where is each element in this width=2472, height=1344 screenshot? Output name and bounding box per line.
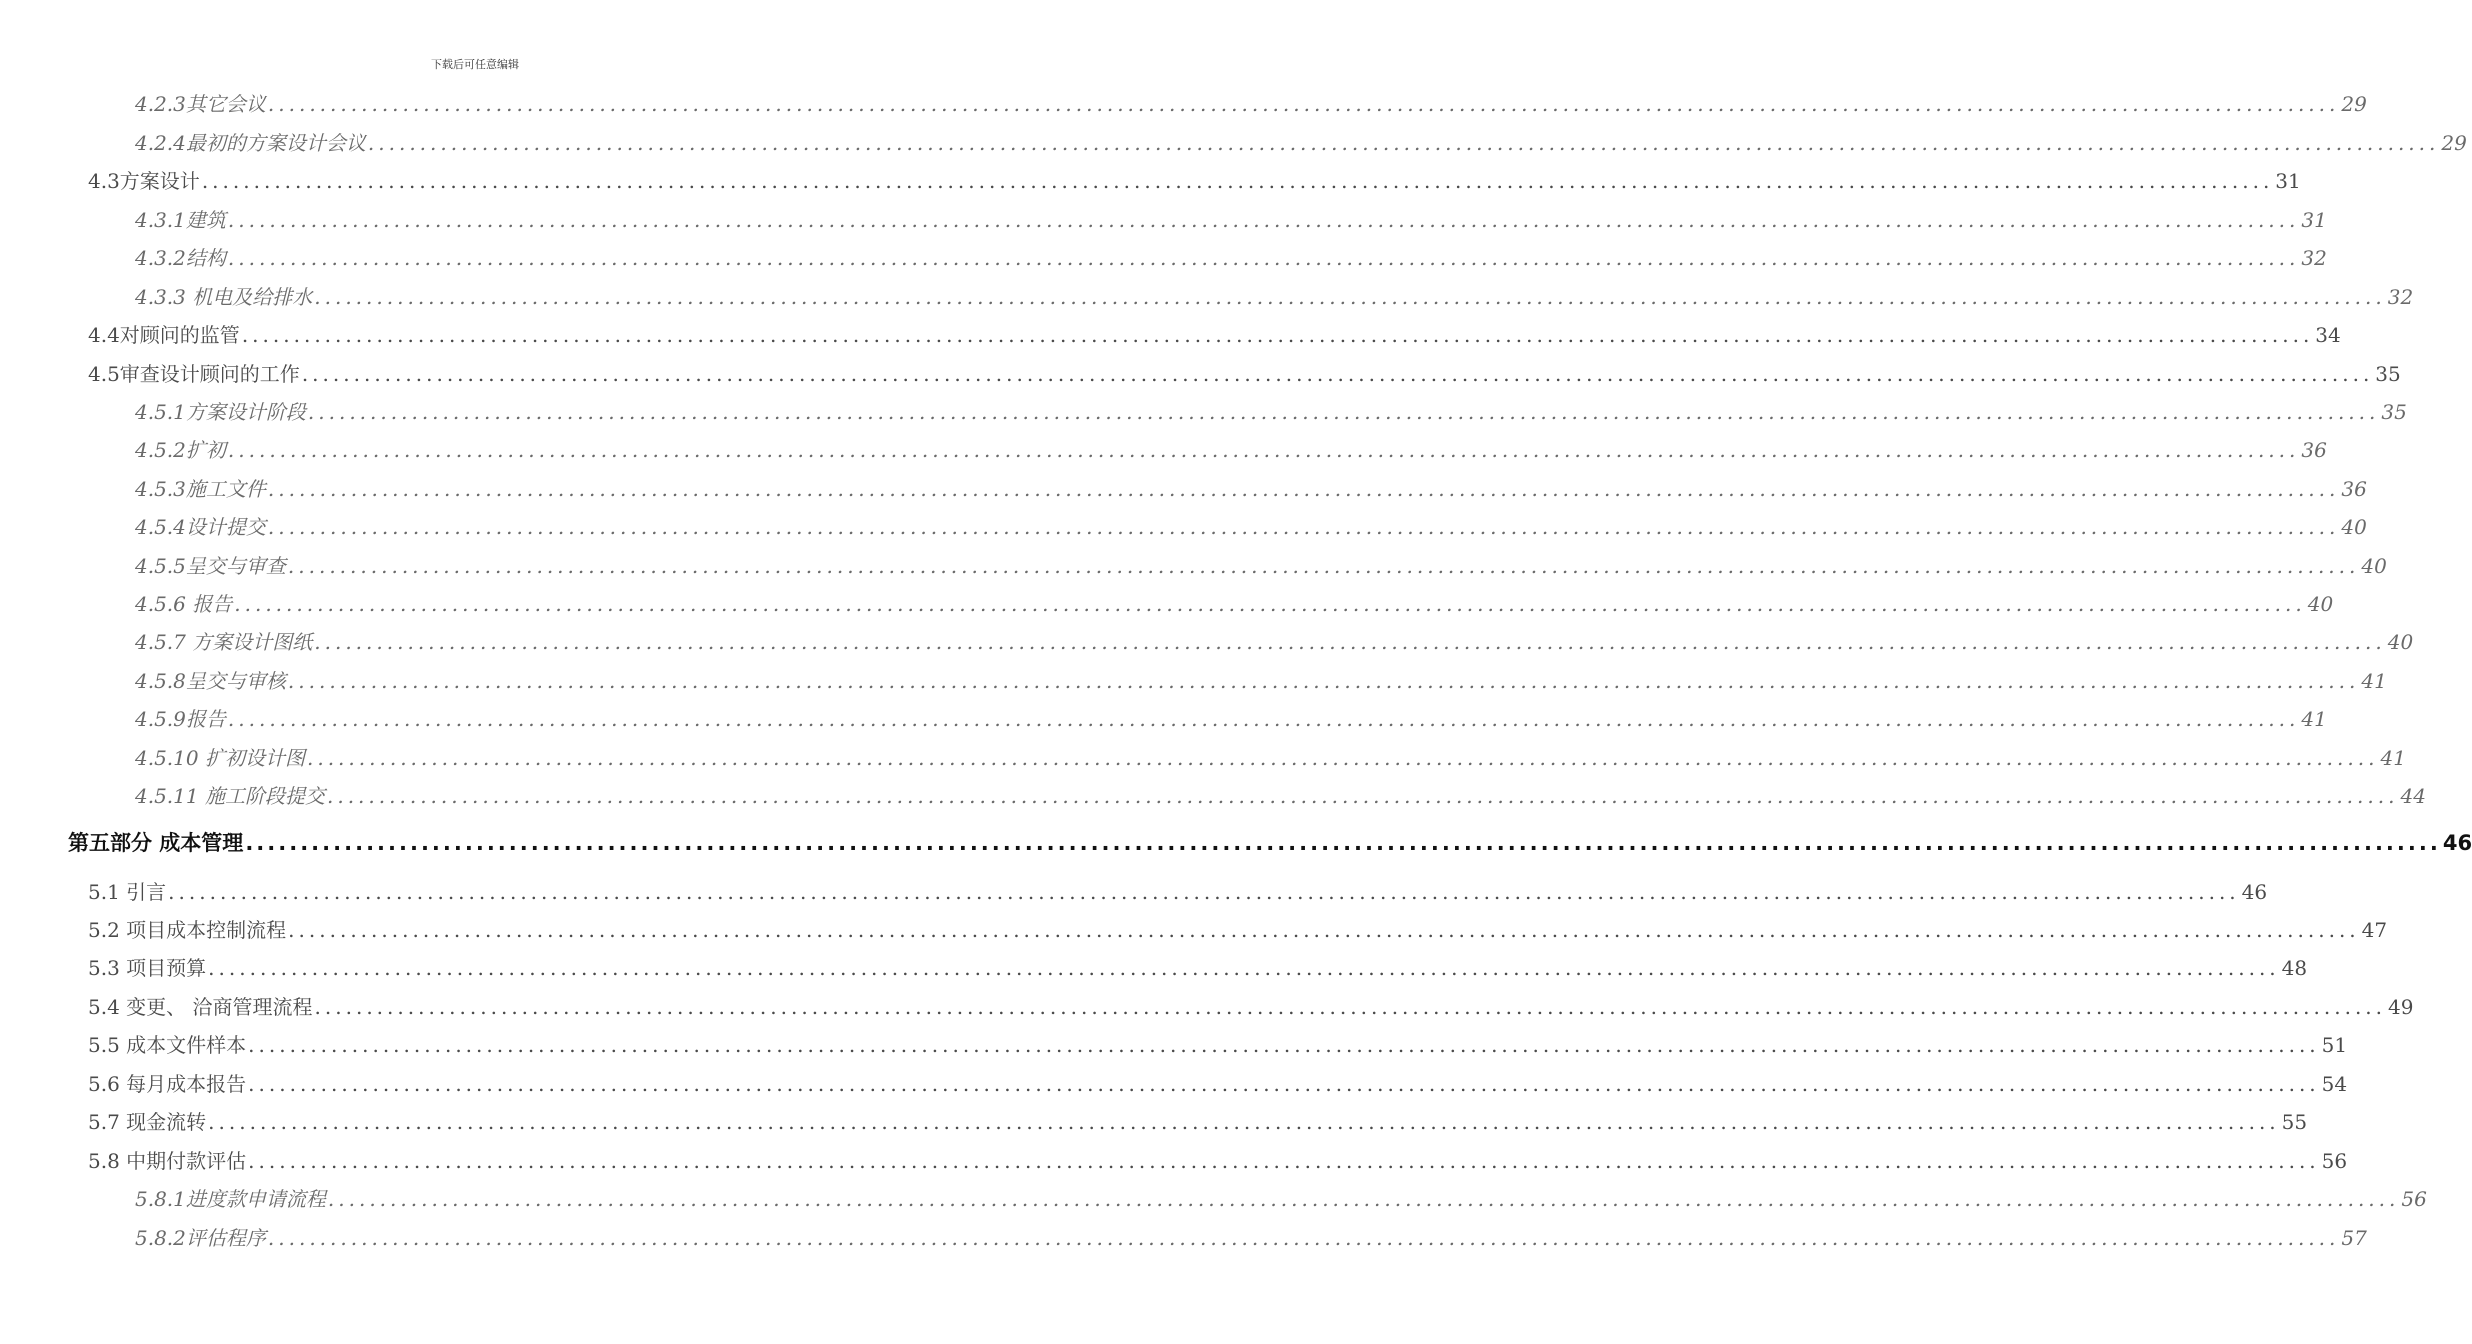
toc-entry-page-number: 47 [2361,918,2388,942]
toc-entry[interactable] [135,242,2327,271]
dot-leader: ........................................................................................................................................................................................................ [245,831,2441,855]
toc-entry-title: 第五部分 成本管理 [68,831,244,855]
toc-entry-title: 5.6 每月成本报告 [88,1072,247,1096]
toc-entry-title: 4.5.2扩初 [135,438,226,462]
dot-leader: ........................................................................................................................................................................................................ [287,554,2360,578]
toc-entry[interactable] [88,319,2341,348]
toc-entry-page-number: 29 [2341,92,2367,116]
dot-leader: ........................................................................................................................................................................................................ [314,995,2387,1019]
toc-entry-page-number: 44 [2400,784,2426,808]
toc-entry-title: 5.5 成本文件样本 [88,1033,247,1057]
toc-entry[interactable] [88,358,2401,387]
toc-entry[interactable] [88,165,2301,194]
dot-leader: ........................................................................................................................................................................................................ [267,477,2340,501]
toc-entry-page-number: 51 [2321,1033,2348,1057]
dot-leader: ........................................................................................................................................................................................................ [314,630,2386,654]
toc-entry-page-number: 41 [2380,746,2406,770]
toc-entry-title: 4.5.6 报告 [135,592,233,616]
toc-entry-title: 4.5.11 施工阶段提交 [135,784,325,808]
toc-entry[interactable] [135,550,2387,579]
toc-entry[interactable] [135,703,2327,732]
toc-entry[interactable] [88,1145,2348,1174]
toc-entry-title: 4.5.8呈交与审核 [135,669,286,693]
toc-entry[interactable] [135,396,2407,425]
toc-entry-title: 4.2.3其它会议 [135,92,266,116]
toc-entry-page-number: 31 [2275,169,2301,193]
toc-entry[interactable] [88,1068,2348,1097]
toc-entry[interactable] [135,626,2414,655]
toc-entry-title: 5.8.1进度款申请流程 [135,1187,326,1211]
dot-leader: ........................................................................................................................................................................................................ [314,285,2386,309]
toc-entry[interactable] [135,1222,2367,1251]
toc-entry-page-number: 29 [2441,131,2467,155]
toc-entry[interactable] [88,876,2268,905]
toc-entry-page-number: 36 [2301,438,2327,462]
toc-part-heading[interactable] [68,827,2472,857]
toc-entry-page-number: 46 [2241,880,2268,904]
toc-entry-title: 4.5审查设计顾问的工作 [88,362,300,386]
toc-entry-page-number: 35 [2375,362,2401,386]
toc-entry-page-number: 40 [2387,630,2414,654]
toc-entry-title: 4.3方案设计 [88,169,200,193]
toc-entry-title: 4.2.4最初的方案设计会议 [135,131,366,155]
toc-entry[interactable] [135,1183,2427,1212]
toc-entry-page-number: 48 [2281,956,2308,980]
toc-entry-page-number: 57 [2341,1226,2367,1250]
dot-leader: ........................................................................................................................................................................................................ [227,707,2300,731]
toc-entry[interactable] [135,434,2327,463]
dot-leader: ........................................................................................................................................................................................................ [248,1149,2320,1173]
toc-entry-title: 4.4对顾问的监管 [88,323,240,347]
dot-leader: ........................................................................................................................................................................................................ [301,362,2374,386]
toc-entry-title: 4.5.1方案设计阶段 [135,400,306,424]
toc-entry-title: 5.2 项目成本控制流程 [88,918,287,942]
dot-leader: ........................................................................................................................................................................................................ [168,880,2240,904]
dot-leader: ........................................................................................................................................................................................................ [208,956,2280,980]
toc-entry-page-number: 40 [2361,554,2387,578]
toc-entry-title: 5.1 引言 [88,880,167,904]
dot-leader: ........................................................................................................................................................................................................ [227,438,2300,462]
toc-entry-title: 4.5.5呈交与审查 [135,554,286,578]
toc-entry-title: 4.3.3 机电及给排水 [135,285,313,309]
toc-entry[interactable] [88,1106,2308,1135]
toc-entry-page-number: 54 [2321,1072,2348,1096]
toc-entry[interactable] [135,127,2467,156]
dot-leader: ........................................................................................................................................................................................................ [367,131,2440,155]
toc-entry[interactable] [135,742,2406,771]
toc-entry-page-number: 32 [2387,285,2414,309]
toc-entry-title: 4.5.4设计提交 [135,515,266,539]
dot-leader: ........................................................................................................................................................................................................ [227,208,2300,232]
toc-entry[interactable] [135,88,2367,117]
toc-entry-page-number: 34 [2315,323,2341,347]
dot-leader: ........................................................................................................................................................................................................ [306,746,2379,770]
dot-leader: ........................................................................................................................................................................................................ [241,323,2314,347]
toc-entry-title: 4.5.3施工文件 [135,477,266,501]
toc-entry-title: 5.7 现金流转 [88,1110,207,1134]
toc-entry-title: 4.3.2结构 [135,246,226,270]
dot-leader: ........................................................................................................................................................................................................ [201,169,2274,193]
page-header: 下载后可任意编辑 [431,58,519,71]
toc-entry-page-number: 35 [2381,400,2407,424]
toc-entry[interactable] [135,204,2327,233]
toc-entry-page-number: 56 [2401,1187,2427,1211]
toc-entry[interactable] [135,588,2334,617]
toc-entry-page-number: 55 [2281,1110,2308,1134]
toc-entry-page-number: 49 [2388,995,2414,1019]
toc-entry-page-number: 56 [2321,1149,2348,1173]
dot-leader: ........................................................................................................................................................................................................ [287,669,2360,693]
toc-entry-title: 5.4 变更、 洽商管理流程 [88,995,313,1019]
toc-entry-page-number: 40 [2341,515,2367,539]
dot-leader: ........................................................................................................................................................................................................ [227,246,2300,270]
toc-entry[interactable] [88,1029,2348,1058]
toc-entry-title: 5.8 中期付款评估 [88,1149,247,1173]
toc-entry-title: 4.5.7 方案设计图纸 [135,630,313,654]
dot-leader: ........................................................................................................................................................................................................ [248,1033,2320,1057]
toc-entry[interactable] [88,991,2414,1020]
dot-leader: ........................................................................................................................................................................................................ [267,92,2340,116]
dot-leader: ........................................................................................................................................................................................................ [288,918,2360,942]
toc-entry[interactable] [88,952,2308,981]
toc-entry-page-number: 31 [2301,208,2327,232]
dot-leader: ........................................................................................................................................................................................................ [327,1187,2400,1211]
dot-leader: ........................................................................................................................................................................................................ [208,1110,2280,1134]
toc-entry-page-number: 46 [2442,831,2472,855]
toc-entry-title: 4.5.9报告 [135,707,226,731]
toc-entry-page-number: 41 [2361,669,2387,693]
dot-leader: ........................................................................................................................................................................................................ [267,515,2340,539]
toc-entry[interactable] [135,511,2367,540]
toc-entry[interactable] [88,914,2388,943]
toc-entry-title: 5.8.2评估程序 [135,1226,266,1250]
toc-entry-page-number: 32 [2301,246,2327,270]
toc-entry-title: 4.3.1建筑 [135,208,226,232]
toc-entry-title: 5.3 项目预算 [88,956,207,980]
dot-leader: ........................................................................................................................................................................................................ [248,1072,2320,1096]
toc-entry-page-number: 36 [2341,477,2367,501]
dot-leader: ........................................................................................................................................................................................................ [307,400,2380,424]
toc-entry[interactable] [135,473,2367,502]
dot-leader: ........................................................................................................................................................................................................ [326,784,2399,808]
toc-entry-page-number: 41 [2301,707,2327,731]
toc-entry-title: 4.5.10 扩初设计图 [135,746,305,770]
toc-entry[interactable] [135,665,2387,694]
toc-entry[interactable] [135,780,2426,809]
dot-leader: ........................................................................................................................................................................................................ [267,1226,2340,1250]
toc-entry[interactable] [135,281,2414,310]
toc-entry-page-number: 40 [2307,592,2334,616]
dot-leader: ........................................................................................................................................................................................................ [234,592,2306,616]
